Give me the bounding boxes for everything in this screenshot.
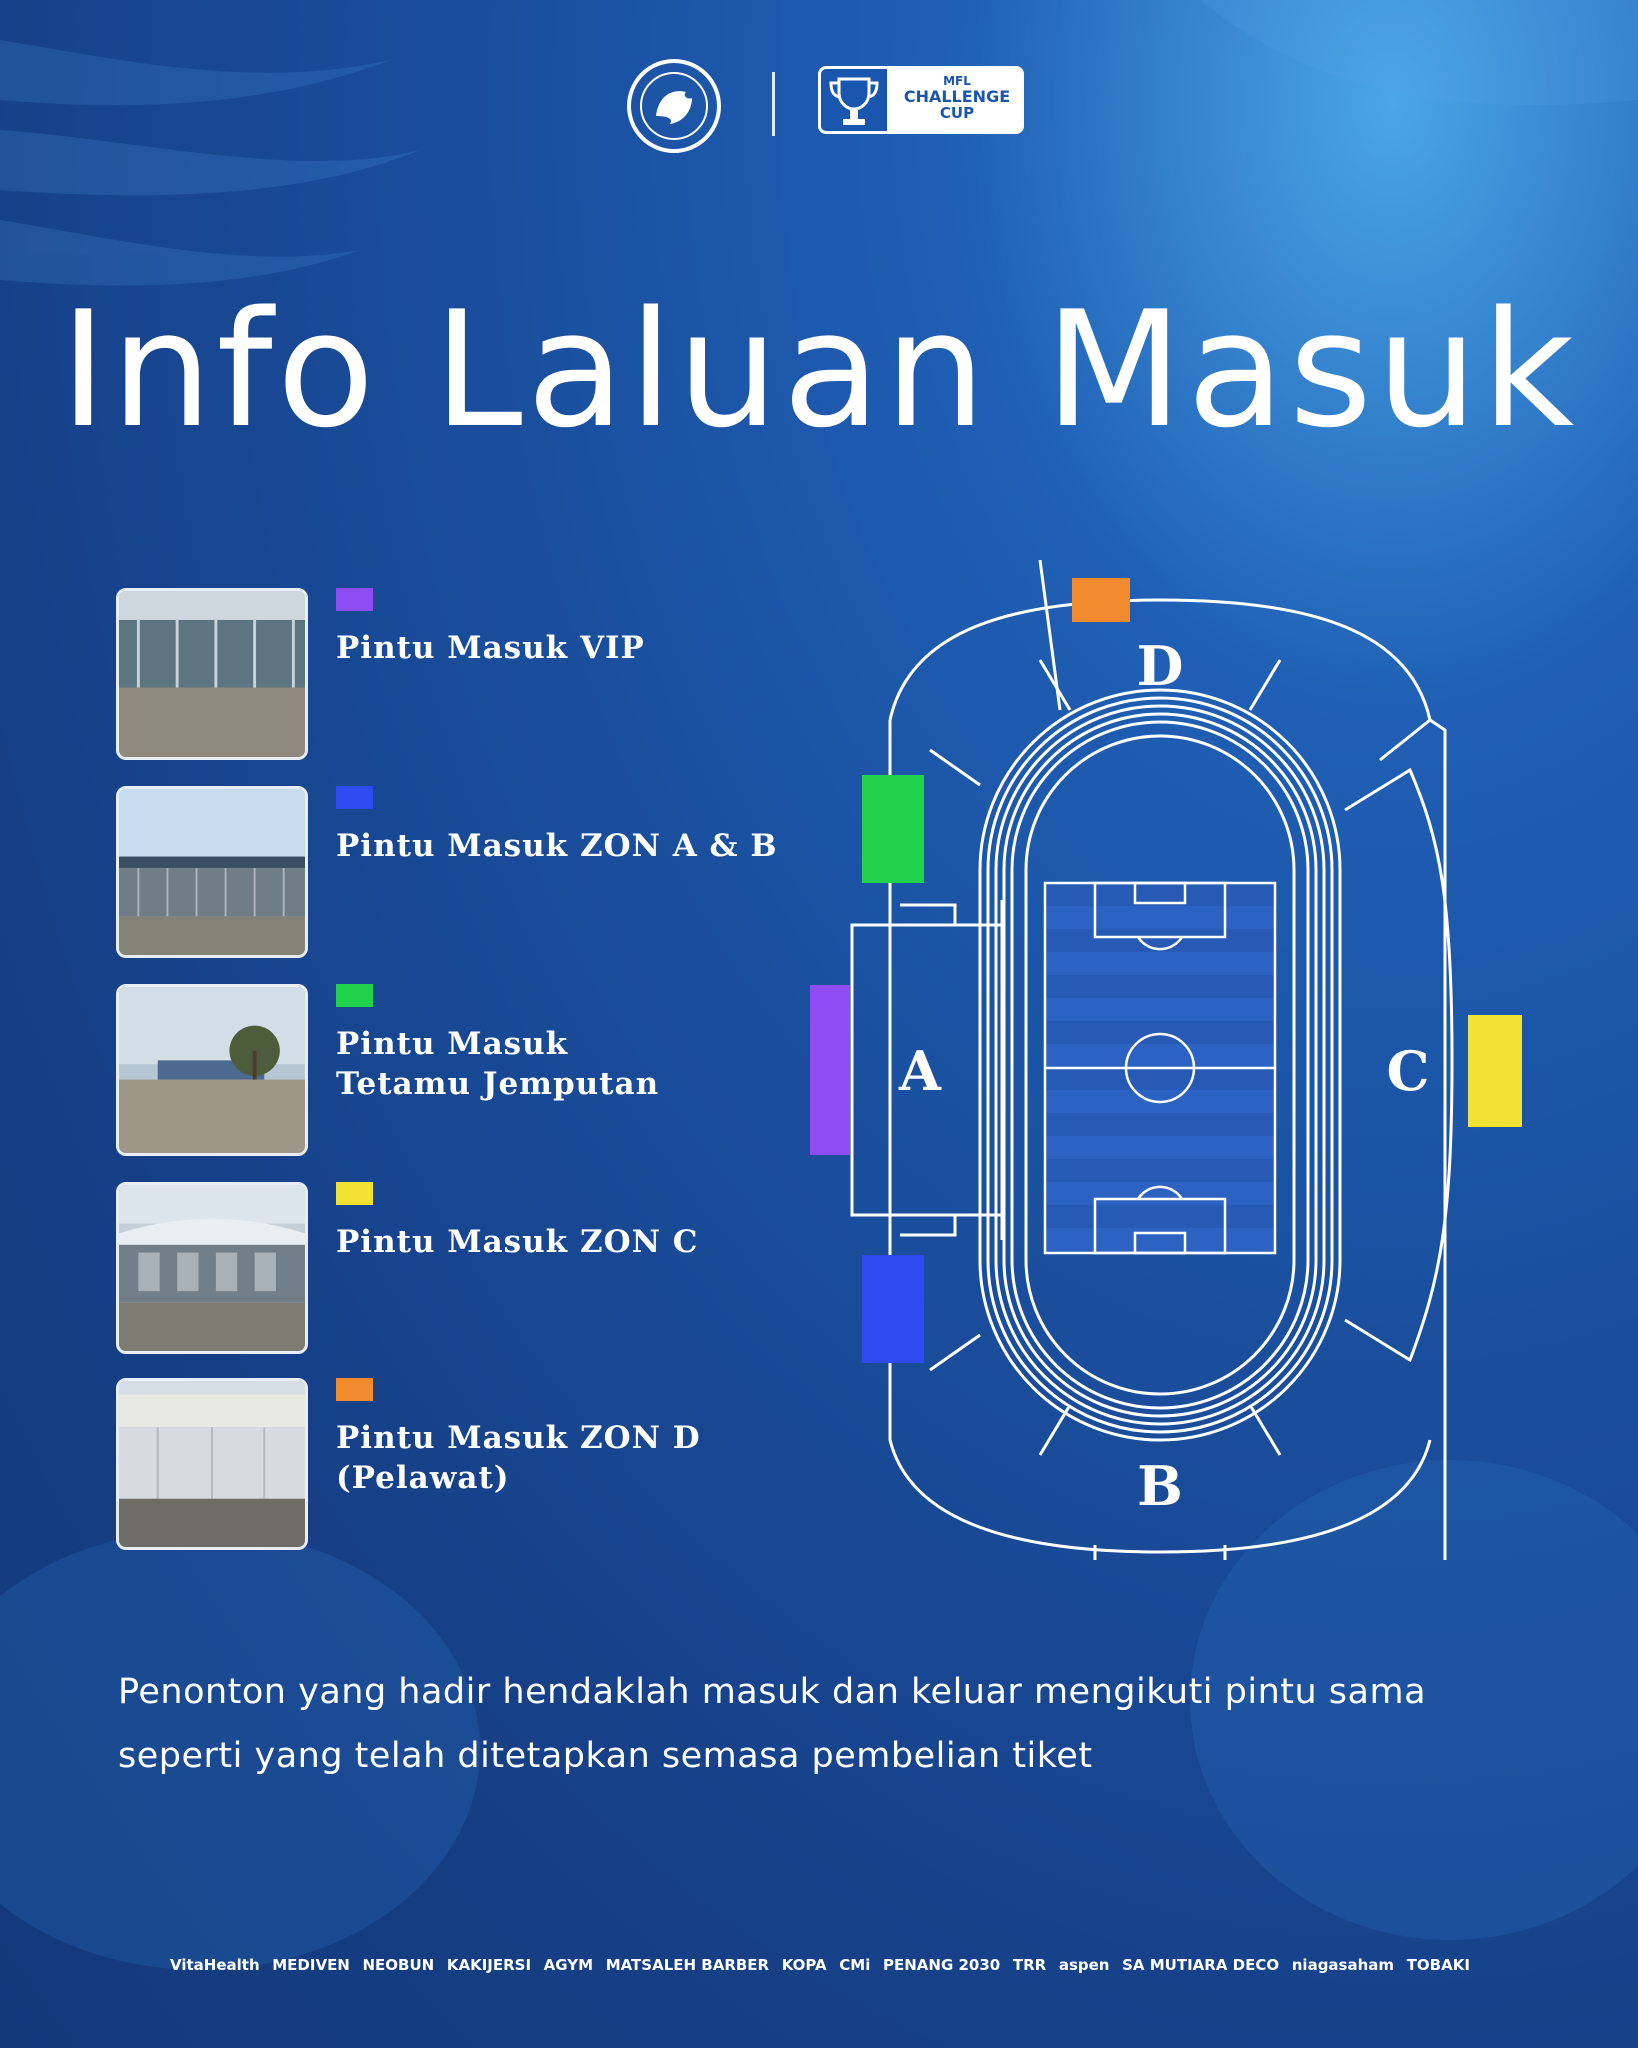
cup-logo-line-1: MFL	[943, 74, 971, 88]
zone-label-c: C	[1386, 1039, 1430, 1103]
gate-vip	[810, 985, 850, 1155]
sponsor-logo: TOBAKI	[1406, 1956, 1470, 1974]
sponsor-logo: PENANG 2030	[883, 1956, 1001, 1974]
logo-divider	[772, 72, 775, 136]
legend-label-tetamu: Pintu Masuk Tetamu Jemputan	[336, 1026, 660, 1102]
sponsor-logo: aspen	[1058, 1956, 1110, 1974]
sponsor-logo-strip	[170, 1942, 1470, 1988]
gate-tetamu-jemputan	[862, 775, 924, 883]
legend-swatch-zon-ab	[336, 786, 373, 809]
legend-item-zon-d	[116, 1378, 816, 1554]
gate-zon-d	[1072, 578, 1130, 622]
zone-d-divider-2	[1250, 660, 1280, 710]
legend-photo-zon-ab-entrance	[116, 786, 308, 958]
cup-trophy-icon	[821, 69, 887, 131]
legend-photo-zon-c-entrance	[116, 1182, 308, 1354]
sponsor-logo: KAKIJERSI	[446, 1956, 532, 1974]
header-logos	[0, 58, 1638, 150]
legend-swatch-vip	[336, 588, 373, 611]
legend-photo-zon-d-entrance	[116, 1378, 308, 1550]
zone-label-a: A	[899, 1039, 941, 1103]
penang-fc-logo	[626, 58, 722, 154]
legend-label-zon-ab: Pintu Masuk ZON A & B	[336, 828, 778, 864]
football-pitch	[1045, 883, 1275, 1253]
legend-label-zon-d: Pintu Masuk ZON D (Pelawat)	[336, 1420, 701, 1496]
zone-d-divider-3	[930, 750, 980, 785]
legend-label-vip: Pintu Masuk VIP	[336, 630, 645, 666]
zone-b-divider-3	[930, 1335, 980, 1370]
sponsor-logo: niagasaham	[1291, 1956, 1395, 1974]
page-title: Info Laluan Masuk	[59, 276, 1579, 463]
zone-label-d: D	[1136, 634, 1184, 698]
sponsor-logo: VitaHealth	[170, 1956, 260, 1974]
legend-label-zon-c: Pintu Masuk ZON C	[336, 1224, 699, 1260]
sponsor-logo: NEOBUN	[362, 1956, 435, 1974]
gate-zon-ab	[862, 1255, 924, 1363]
legend-swatch-zon-d	[336, 1378, 373, 1401]
sponsor-logo: CMi	[839, 1956, 871, 1974]
sponsor-logo: MEDIVEN	[272, 1956, 350, 1974]
legend-item-zon-c	[116, 1182, 816, 1358]
cup-logo-line-2: CHALLENGE	[903, 87, 1011, 106]
legend-photo-tetamu-entrance	[116, 984, 308, 1156]
legend-photo-vip-entrance	[116, 588, 308, 760]
cup-logo-line-3: CUP	[939, 104, 975, 122]
zone-label-b: B	[1137, 1454, 1183, 1518]
gate-zon-c	[1468, 1015, 1522, 1127]
sponsor-logo: KOPA	[781, 1956, 827, 1974]
stadium-map	[780, 560, 1560, 1560]
sponsor-logo: MATSALEH BARBER	[605, 1956, 770, 1974]
sponsor-logo: TRR	[1012, 1956, 1047, 1974]
legend-item-tetamu	[116, 984, 816, 1160]
legend-swatch-zon-c	[336, 1182, 373, 1205]
entry-instruction-note: Penonton yang hadir hendaklah masuk dan keluar mengikuti pintu sama seperti yang telah ditetapkan semasa pembelian tiket	[118, 1672, 1427, 1776]
legend-item-vip	[116, 588, 816, 764]
sponsor-logo: SA MUTIARA DECO	[1122, 1956, 1280, 1974]
mfl-challenge-cup-logo	[818, 66, 1024, 134]
legend-swatch-tetamu	[336, 984, 373, 1007]
sponsor-logo: AGYM	[543, 1956, 594, 1974]
legend-item-zon-ab	[116, 786, 816, 962]
